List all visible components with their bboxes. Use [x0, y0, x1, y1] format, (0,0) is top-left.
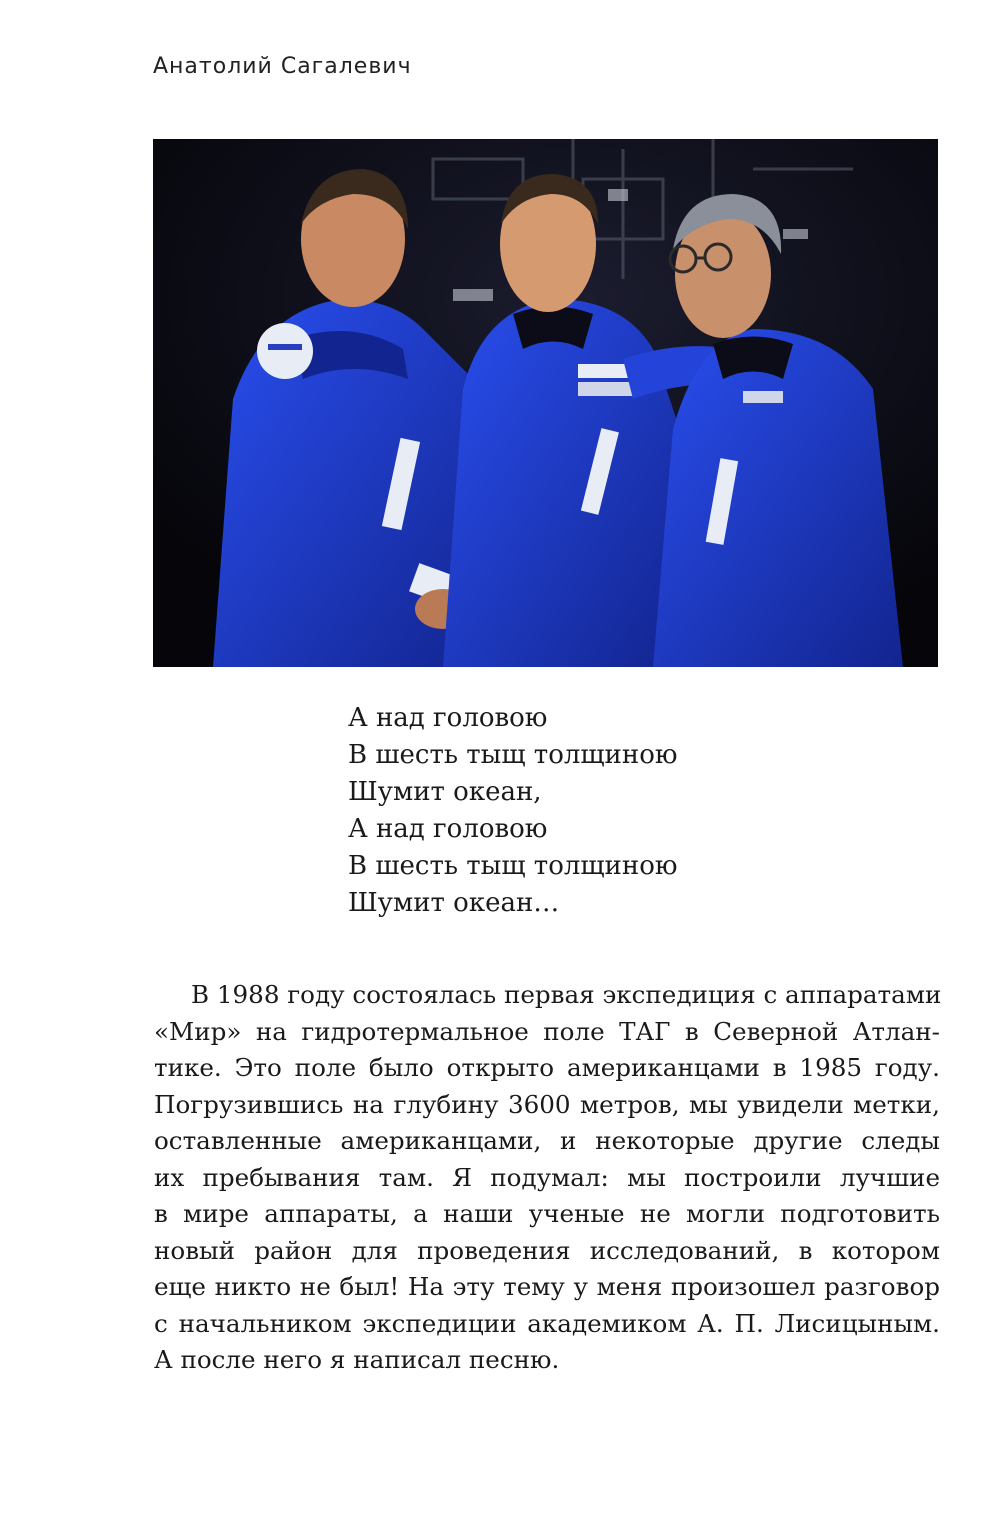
verse-line: А над головою [348, 703, 548, 733]
paragraph-line: Погрузившись на глубину 3600 метров, мы увидели метки, [154, 1089, 940, 1119]
verse-block [348, 700, 677, 922]
verse-line: В шесть тыщ толщиною [348, 851, 678, 881]
paragraph-line: «Мир» на гидротермальное поле ТАГ в Северной Атлан- [154, 1016, 940, 1046]
paragraph-line: еще никто не был! На эту тему у меня произошел разговор [154, 1272, 940, 1301]
paragraph-line: тике. Это поле было открыто американцами в 1985 году. [154, 1053, 940, 1082]
photo-illustration [153, 139, 938, 667]
verse-line: Шумит океан… [348, 888, 560, 918]
paragraph-line: их пребывания там. Я подумал: мы построили лучшие [154, 1162, 940, 1192]
verse-line: В шесть тыщ толщиною [348, 740, 678, 770]
body-paragraph [154, 977, 940, 1379]
paragraph-line: оставленные американцами, и некоторые другие следы [154, 1126, 940, 1155]
paragraph-line: с начальником экспедиции академиком А. П. Лисицыным. [154, 1308, 940, 1338]
photo-three-men-in-blue-jumpsuits [153, 139, 938, 667]
verse-line: А над головою [348, 814, 548, 844]
verse-line: Шумит океан, [348, 777, 542, 807]
paragraph-line: новый район для проведения исследований, в котором [154, 1235, 940, 1265]
paragraph-line: А после него я написал песню. [154, 1345, 560, 1374]
paragraph-line: В 1988 году состоялась первая экспедиция с аппаратами [191, 980, 942, 1009]
running-head-author: Анатолий Сагалевич [153, 54, 412, 79]
paragraph-line: в мире аппараты, а наши ученые не могли подготовить [154, 1199, 940, 1228]
